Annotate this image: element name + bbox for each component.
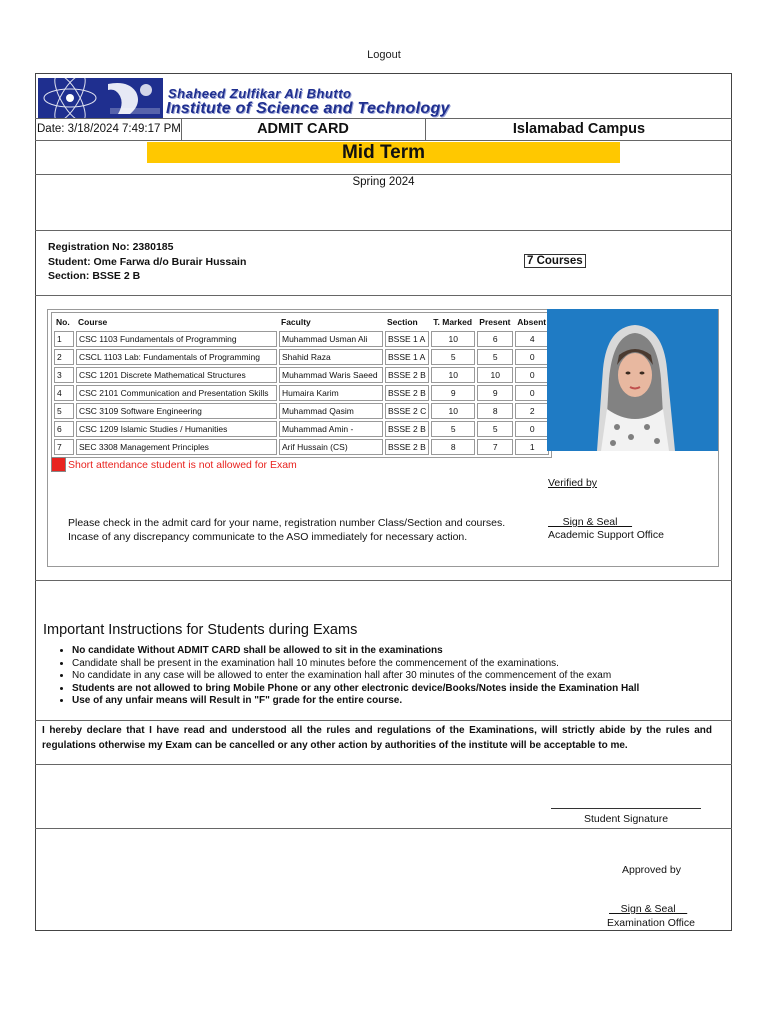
cell-faculty: Muhammad Usman Ali: [279, 331, 383, 347]
signature-line: [551, 808, 701, 809]
cell-faculty: Muhammad Waris Saeed: [279, 367, 383, 383]
cell-marked: 10: [431, 367, 475, 383]
cell-section: BSSE 1 A: [385, 349, 429, 365]
table-row: [54, 421, 549, 437]
institute-name-line1: Shaheed Zulfikar Ali Bhutto: [168, 86, 352, 101]
check-instruction-line2: Incase of any discrepancy communicate to the ASO immediately for necessary action.: [68, 531, 468, 543]
cell-no: 5: [54, 403, 74, 419]
short-attendance-warning: Short attendance student is not allowed for Exam: [68, 459, 297, 471]
cell-absent: 0: [515, 367, 549, 383]
exam-office-label: Examination Office: [607, 917, 695, 929]
cell-marked: 5: [431, 421, 475, 437]
institute-name-line2: Institute of Science and Technology: [166, 100, 450, 117]
exam-office-sign-seal: Sign & Seal: [609, 903, 688, 915]
column-header: Course: [78, 317, 108, 327]
cell-marked: 5: [431, 349, 475, 365]
cell-marked: 10: [431, 403, 475, 419]
table-header-row: [54, 315, 549, 329]
cell-no: 7: [54, 439, 74, 455]
divider: [35, 580, 732, 581]
divider: [35, 174, 732, 175]
instruction-item: • Use of any unfair means will Result in "F" grade for the entire course.: [72, 695, 639, 708]
column-header: No.: [56, 317, 70, 327]
cell-section: BSSE 1 A: [385, 331, 429, 347]
cell-absent: 4: [515, 331, 549, 347]
divider: [35, 230, 732, 231]
cell-section: BSSE 2 B: [385, 439, 429, 455]
cell-section: BSSE 2 B: [385, 367, 429, 383]
course-table: [51, 312, 552, 458]
aso-label: Academic Support Office: [548, 529, 664, 541]
cell-faculty: Shahid Raza: [279, 349, 383, 365]
cell-absent: 0: [515, 385, 549, 401]
cell-present: 7: [477, 439, 513, 455]
instruction-item: • Candidate shall be present in the examination hall 10 minutes before the commencement of the examinations.: [72, 658, 639, 671]
cell-absent: 0: [515, 349, 549, 365]
cell-marked: 10: [431, 331, 475, 347]
table-row: [54, 385, 549, 401]
cell-course: CSCL 1103 Lab: Fundamentals of Programming: [76, 349, 277, 365]
cell-no: 4: [54, 385, 74, 401]
cell-course: CSC 1103 Fundamentals of Programming: [76, 331, 277, 347]
divider: [35, 118, 732, 119]
institute-logo: [38, 78, 163, 118]
instructions-list: [55, 645, 639, 708]
student-photo: [547, 309, 718, 451]
campus-name: Islamabad Campus: [512, 121, 646, 137]
exam-title: Mid Term: [147, 142, 620, 163]
cell-course: CSC 3109 Software Engineering: [76, 403, 277, 419]
courses-count: 7 Courses: [524, 254, 586, 268]
cell-present: 5: [477, 349, 513, 365]
check-instruction-line1: Please check in the admit card for your name, registration number Class/Section and courses.: [68, 517, 506, 529]
declaration-text: I hereby declare that I have read and understood all the rules and regulations of the Examinations, will strictly abide by the rules and regulations otherwise my Exam can be cancelled or any other action by authorities of the institute will be acceptable to me.: [42, 725, 712, 751]
cell-present: 6: [477, 331, 513, 347]
cell-no: 3: [54, 367, 74, 383]
cell-present: 9: [477, 385, 513, 401]
cell-faculty: Muhammad Qasim: [279, 403, 383, 419]
cell-section: BSSE 2 B: [385, 421, 429, 437]
cell-no: 2: [54, 349, 74, 365]
column-header: Absent: [517, 317, 547, 327]
student-section: Section: BSSE 2 B: [48, 270, 141, 282]
divider: [35, 720, 732, 721]
cell-absent: 1: [515, 439, 549, 455]
divider: [35, 828, 732, 829]
print-date: Date: 3/18/2024 7:49:17 PM: [37, 123, 181, 135]
table-row: [54, 331, 549, 347]
column-header: Section: [387, 317, 418, 327]
cell-course: SEC 3308 Management Principles: [76, 439, 277, 455]
cell-course: CSC 1209 Islamic Studies / Humanities: [76, 421, 277, 437]
table-row: [54, 403, 549, 419]
cell-marked: 9: [431, 385, 475, 401]
aso-sign-seal: Sign & Seal: [548, 516, 633, 528]
instruction-item: • Students are not allowed to bring Mobile Phone or any other electronic device/Books/Notes inside the Examination Hall: [72, 683, 639, 696]
cell-marked: 8: [431, 439, 475, 455]
registration-number: Registration No: 2380185: [48, 241, 174, 253]
cell-present: 8: [477, 403, 513, 419]
cell-faculty: Arif Hussain (CS): [279, 439, 383, 455]
warning-indicator: [51, 457, 66, 472]
divider: [35, 764, 732, 765]
cell-course: CSC 1201 Discrete Mathematical Structures: [76, 367, 277, 383]
table-row: [54, 349, 549, 365]
table-row: [54, 367, 549, 383]
cell-course: CSC 2101 Communication and Presentation Skills: [76, 385, 277, 401]
column-header: Faculty: [281, 317, 311, 327]
logout-link[interactable]: Logout: [358, 44, 410, 66]
instruction-item: • No candidate in any case will be allowed to enter the examination hall after 30 minutes of the commencement of the exam: [72, 670, 639, 683]
column-header: Present: [479, 317, 511, 327]
card-title: ADMIT CARD: [257, 121, 349, 137]
cell-absent: 0: [515, 421, 549, 437]
cell-absent: 2: [515, 403, 549, 419]
cell-section: BSSE 2 C: [385, 403, 429, 419]
approved-by-label: Approved by: [622, 864, 681, 876]
instructions-title: Important Instructions for Students during Exams: [43, 622, 358, 638]
cell-present: 10: [477, 367, 513, 383]
instruction-item: • No candidate Without ADMIT CARD shall be allowed to sit in the examinations: [72, 645, 639, 658]
table-row: [54, 439, 549, 455]
student-signature-label: Student Signature: [584, 813, 669, 825]
cell-no: 1: [54, 331, 74, 347]
column-header: T. Marked: [433, 317, 473, 327]
student-name: Student: Ome Farwa d/o Burair Hussain: [48, 256, 247, 268]
divider: [35, 140, 732, 141]
verified-by-label: Verified by: [548, 477, 598, 489]
cell-faculty: Humaira Karim: [279, 385, 383, 401]
divider: [35, 295, 732, 296]
cell-faculty: Muhammad Amin -: [279, 421, 383, 437]
cell-section: BSSE 2 B: [385, 385, 429, 401]
cell-present: 5: [477, 421, 513, 437]
semester: Spring 2024: [352, 176, 415, 188]
cell-no: 6: [54, 421, 74, 437]
